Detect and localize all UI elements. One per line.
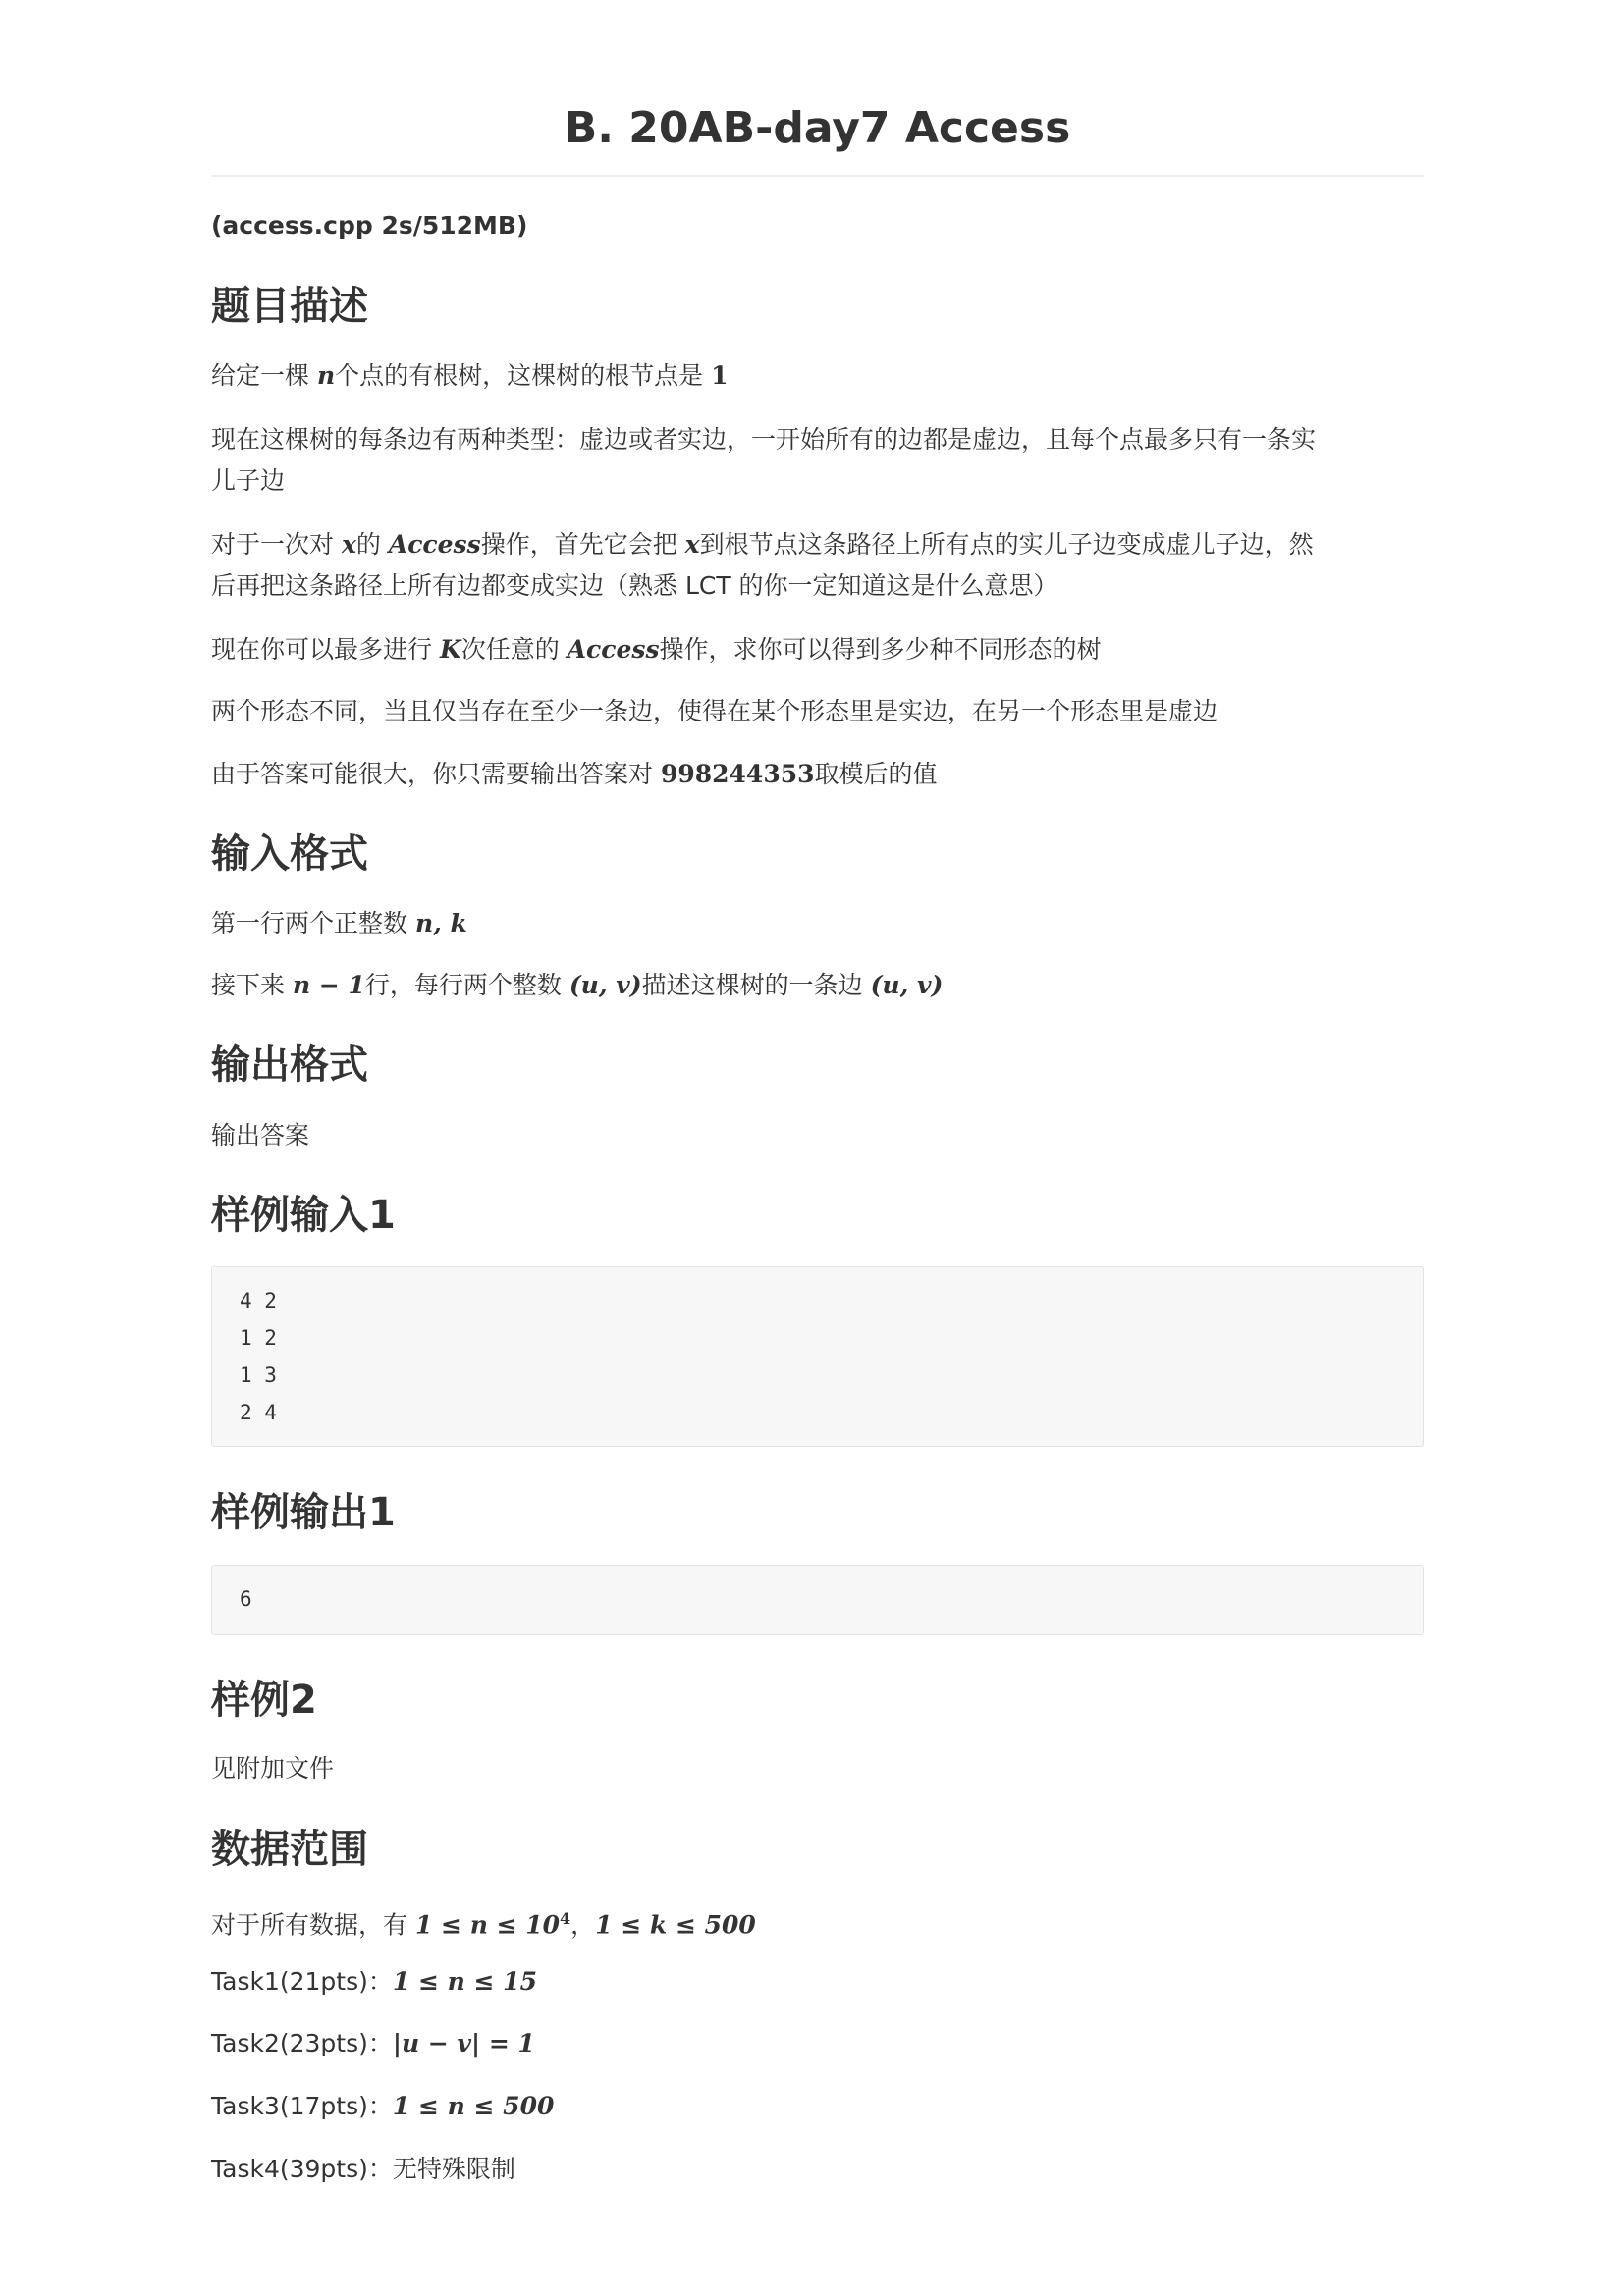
- text: 无特殊限制: [392, 2155, 515, 2183]
- text: 后再把这条路径上所有边都变成实边（熟悉 LCT 的你一定知道这是什么意思）: [211, 571, 1058, 600]
- text: ，: [570, 1910, 596, 1940]
- math: Access: [567, 635, 660, 664]
- sample-input-1-block: [211, 1266, 1424, 1447]
- sample-output-1-block: [211, 1565, 1424, 1635]
- text: 操作，求你可以得到多少种不同形态的树: [659, 635, 1102, 664]
- text: 行，每行两个整数: [364, 971, 569, 999]
- text: 儿子边: [211, 466, 286, 495]
- section-heading-sample-output-1: 样例输出1: [211, 1490, 396, 1535]
- text: 第一行两个正整数: [211, 909, 415, 937]
- desc-paragraph-6: [211, 754, 1424, 795]
- math: x: [341, 530, 356, 559]
- math: K: [439, 635, 461, 664]
- text: 操作，首先它会把: [480, 530, 685, 559]
- section-heading-sample-input-1: 样例输入1: [211, 1193, 396, 1238]
- text: 对于一次对: [211, 530, 342, 559]
- text: 对于所有数据，有: [211, 1910, 415, 1940]
- text: Task2(23pts)：: [211, 2029, 393, 2057]
- input-paragraph-1: [211, 903, 1424, 944]
- task-4: [211, 2149, 1424, 2190]
- math: 1: [711, 361, 729, 390]
- section-heading-output: 输出格式: [211, 1042, 368, 1088]
- math: 998244353: [660, 760, 815, 788]
- text: 给定一棵: [211, 361, 317, 390]
- text: Task1(21pts)：: [211, 1967, 393, 1996]
- section-heading-constraints: 数据范围: [211, 1827, 368, 1872]
- text: 到根节点这条路径上所有点的实儿子边变成虚儿子边，然: [699, 530, 1314, 559]
- math: n − 1: [292, 971, 365, 999]
- sample2-paragraph: 见附加文件: [211, 1754, 335, 1783]
- code-line: 4 2: [240, 1289, 277, 1312]
- math: |u − v| = 1: [392, 2029, 535, 2057]
- text: 现在这棵树的每条边有两种类型：虚边或者实边，一开始所有的边都是虚边，且每个点最多只有一条实: [211, 425, 1317, 454]
- math: x: [684, 530, 700, 559]
- text: 接下来: [211, 971, 293, 999]
- task-2: [211, 2023, 1424, 2064]
- problem-limits: (access.cpp 2s/512MB): [211, 211, 528, 240]
- page-title: B. 20AB-day7 Access: [564, 103, 1071, 153]
- text: 现在你可以最多进行: [211, 635, 440, 664]
- math: (u, v): [870, 971, 944, 999]
- text: 次任意的: [460, 635, 568, 664]
- desc-paragraph-1: [211, 355, 1424, 397]
- math: 1 ≤ n ≤ 500: [392, 2092, 555, 2120]
- task-1: [211, 1961, 1424, 2002]
- math: n: [316, 361, 336, 390]
- math: n, k: [414, 909, 467, 937]
- text: Task3(17pts)：: [211, 2092, 393, 2120]
- text: 的: [355, 530, 389, 559]
- math: Access: [388, 530, 481, 559]
- math: 1 ≤ k ≤ 500: [595, 1910, 756, 1940]
- section-heading-sample-2: 样例2: [211, 1678, 317, 1723]
- desc-paragraph-4: [211, 629, 1424, 670]
- math: 1 ≤ n ≤ 10: [414, 1910, 561, 1940]
- desc-paragraph-3: [211, 524, 1424, 607]
- desc-paragraph-5: 两个形态不同，当且仅当存在至少一条边，使得在某个形态里是实边，在另一个形态里是虚边: [211, 697, 1218, 725]
- code-line: 1 2: [240, 1326, 277, 1350]
- task-3: [211, 2086, 1424, 2127]
- title-divider: [211, 175, 1424, 177]
- math: (u, v): [568, 971, 642, 999]
- code-line: 6: [240, 1587, 252, 1611]
- text: 描述这棵树的一条边: [641, 971, 871, 999]
- math: 1 ≤ n ≤ 15: [392, 1967, 537, 1996]
- desc-paragraph-2: [211, 419, 1424, 502]
- text: 个点的有根树，这棵树的根节点是: [335, 361, 712, 390]
- text: Task4(39pts)：: [211, 2155, 393, 2183]
- text: 取模后的值: [814, 760, 938, 788]
- code-line: 2 4: [240, 1401, 277, 1424]
- input-paragraph-2: [211, 965, 1424, 1006]
- text: 由于答案可能很大，你只需要输出答案对: [211, 760, 661, 788]
- code-line: 1 3: [240, 1363, 277, 1387]
- section-heading-description: 题目描述: [211, 284, 368, 329]
- math-exponent: 4: [560, 1909, 571, 1928]
- section-heading-input: 输入格式: [211, 831, 368, 877]
- output-paragraph-1: 输出答案: [211, 1121, 310, 1149]
- constraints-paragraph: [211, 1898, 1424, 1946]
